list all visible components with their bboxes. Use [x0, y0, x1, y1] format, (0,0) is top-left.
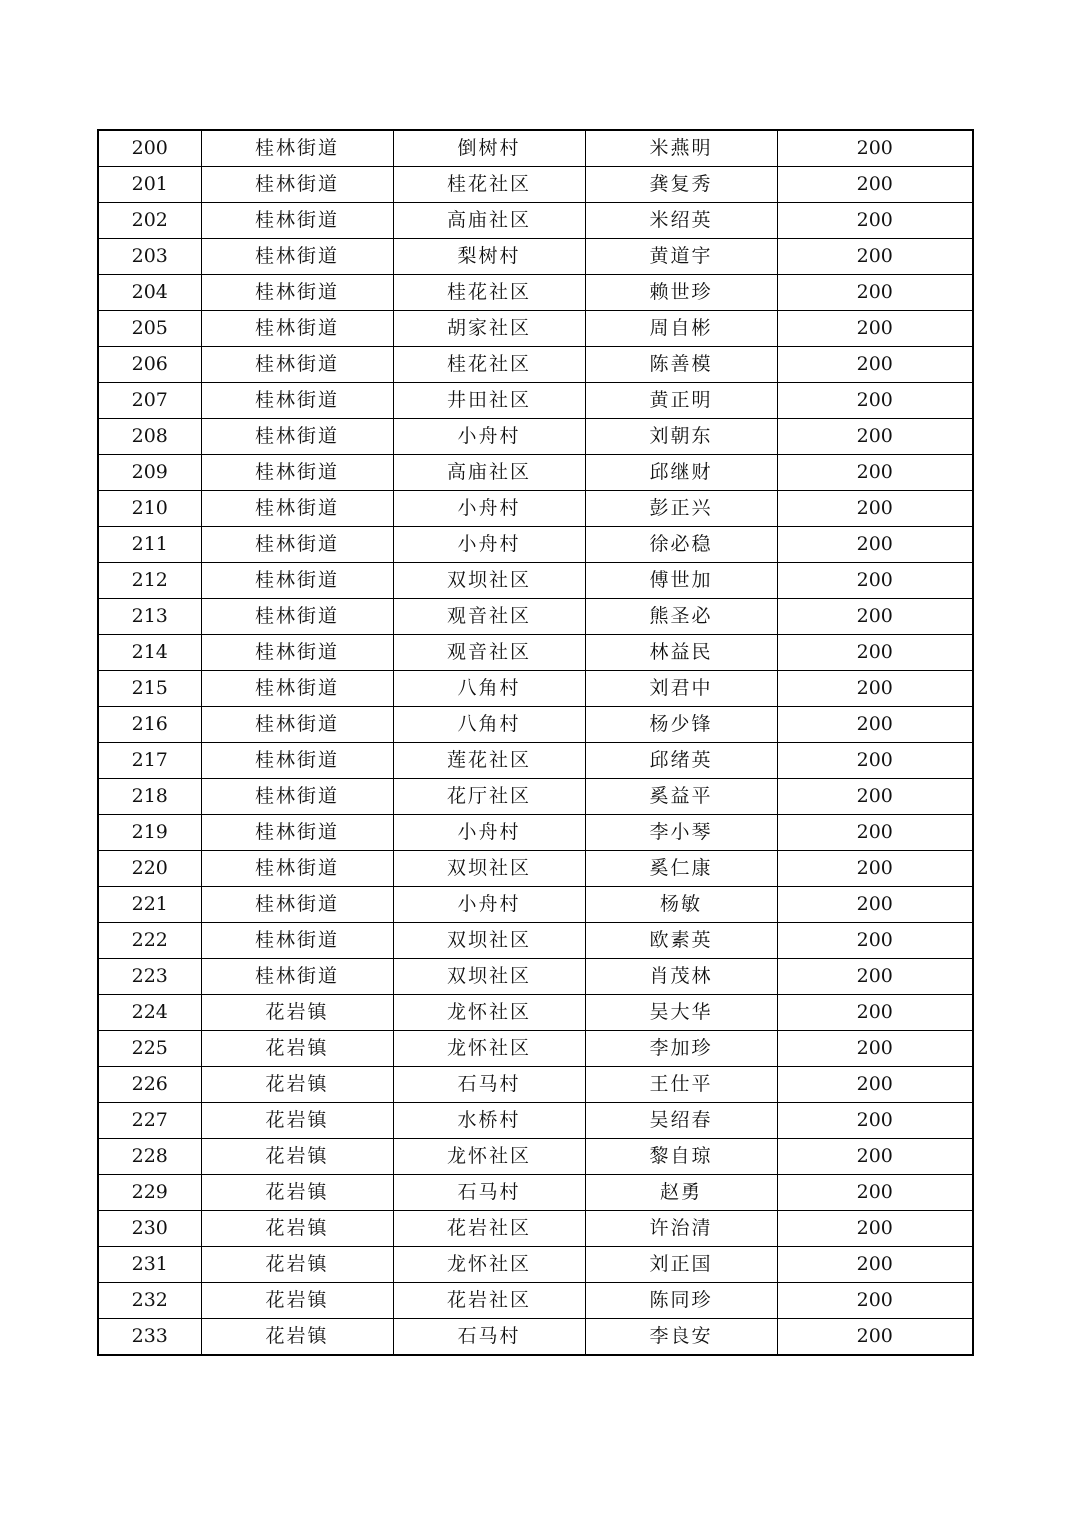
row-number-cell: 201: [98, 167, 201, 203]
amount-cell: 200: [777, 167, 973, 203]
table-row: [98, 563, 973, 599]
village-cell: 八角村: [393, 707, 585, 743]
amount-cell: 200: [777, 1211, 973, 1247]
street-cell: 桂林街道: [201, 563, 393, 599]
person-name-cell: 奚益平: [585, 779, 777, 815]
village-cell: 双坝社区: [393, 563, 585, 599]
row-number-cell: 200: [98, 130, 201, 167]
street-cell: 桂林街道: [201, 275, 393, 311]
row-number-cell: 212: [98, 563, 201, 599]
village-cell: 龙怀社区: [393, 1247, 585, 1283]
amount-cell: 200: [777, 1103, 973, 1139]
row-number-cell: 222: [98, 923, 201, 959]
village-cell: 石马村: [393, 1175, 585, 1211]
street-cell: 桂林街道: [201, 671, 393, 707]
village-cell: 双坝社区: [393, 851, 585, 887]
amount-cell: 200: [777, 1067, 973, 1103]
row-number-cell: 230: [98, 1211, 201, 1247]
street-cell: 花岩镇: [201, 1175, 393, 1211]
row-number-cell: 232: [98, 1283, 201, 1319]
table-body: [98, 130, 973, 1355]
table-row: [98, 491, 973, 527]
row-number-cell: 219: [98, 815, 201, 851]
street-cell: 桂林街道: [201, 491, 393, 527]
person-name-cell: 杨少锋: [585, 707, 777, 743]
street-cell: 桂林街道: [201, 383, 393, 419]
row-number-cell: 215: [98, 671, 201, 707]
amount-cell: 200: [777, 743, 973, 779]
table-row: [98, 1319, 973, 1356]
amount-cell: 200: [777, 491, 973, 527]
street-cell: 桂林街道: [201, 239, 393, 275]
person-name-cell: 黄道宇: [585, 239, 777, 275]
village-cell: 花厅社区: [393, 779, 585, 815]
person-name-cell: 王仕平: [585, 1067, 777, 1103]
person-name-cell: 黄正明: [585, 383, 777, 419]
village-cell: 双坝社区: [393, 959, 585, 995]
amount-cell: 200: [777, 995, 973, 1031]
row-number-cell: 202: [98, 203, 201, 239]
table-row: [98, 1283, 973, 1319]
street-cell: 桂林街道: [201, 203, 393, 239]
street-cell: 桂林街道: [201, 527, 393, 563]
street-cell: 桂林街道: [201, 743, 393, 779]
table-row: [98, 455, 973, 491]
village-cell: 石马村: [393, 1067, 585, 1103]
person-name-cell: 徐必稳: [585, 527, 777, 563]
amount-cell: 200: [777, 130, 973, 167]
table-row: [98, 167, 973, 203]
amount-cell: 200: [777, 815, 973, 851]
street-cell: 花岩镇: [201, 1319, 393, 1356]
row-number-cell: 207: [98, 383, 201, 419]
person-name-cell: 刘朝东: [585, 419, 777, 455]
table-row: [98, 1067, 973, 1103]
row-number-cell: 213: [98, 599, 201, 635]
amount-cell: 200: [777, 1175, 973, 1211]
village-cell: 胡家社区: [393, 311, 585, 347]
person-name-cell: 周自彬: [585, 311, 777, 347]
street-cell: 桂林街道: [201, 419, 393, 455]
person-name-cell: 米燕明: [585, 130, 777, 167]
village-cell: 双坝社区: [393, 923, 585, 959]
street-cell: 花岩镇: [201, 1031, 393, 1067]
amount-cell: 200: [777, 275, 973, 311]
table-row: [98, 599, 973, 635]
person-name-cell: 傅世加: [585, 563, 777, 599]
table-row: [98, 1175, 973, 1211]
amount-cell: 200: [777, 383, 973, 419]
village-cell: 观音社区: [393, 599, 585, 635]
village-cell: 小舟村: [393, 419, 585, 455]
village-cell: 梨树村: [393, 239, 585, 275]
street-cell: 桂林街道: [201, 311, 393, 347]
village-cell: 桂花社区: [393, 347, 585, 383]
table-row: [98, 1031, 973, 1067]
person-name-cell: 赵勇: [585, 1175, 777, 1211]
village-cell: 龙怀社区: [393, 995, 585, 1031]
row-number-cell: 208: [98, 419, 201, 455]
row-number-cell: 220: [98, 851, 201, 887]
street-cell: 花岩镇: [201, 995, 393, 1031]
street-cell: 花岩镇: [201, 1211, 393, 1247]
row-number-cell: 233: [98, 1319, 201, 1356]
person-name-cell: 刘君中: [585, 671, 777, 707]
table-row: [98, 707, 973, 743]
street-cell: 桂林街道: [201, 347, 393, 383]
street-cell: 花岩镇: [201, 1103, 393, 1139]
village-cell: 花岩社区: [393, 1211, 585, 1247]
person-name-cell: 熊圣必: [585, 599, 777, 635]
row-number-cell: 231: [98, 1247, 201, 1283]
table-row: [98, 311, 973, 347]
person-name-cell: 吴绍春: [585, 1103, 777, 1139]
person-name-cell: 肖茂林: [585, 959, 777, 995]
row-number-cell: 229: [98, 1175, 201, 1211]
person-name-cell: 邱绪英: [585, 743, 777, 779]
row-number-cell: 223: [98, 959, 201, 995]
person-name-cell: 黎自琼: [585, 1139, 777, 1175]
street-cell: 桂林街道: [201, 851, 393, 887]
person-name-cell: 林益民: [585, 635, 777, 671]
table-row: [98, 815, 973, 851]
village-cell: 龙怀社区: [393, 1031, 585, 1067]
row-number-cell: 227: [98, 1103, 201, 1139]
amount-cell: 200: [777, 887, 973, 923]
row-number-cell: 204: [98, 275, 201, 311]
person-name-cell: 米绍英: [585, 203, 777, 239]
village-cell: 龙怀社区: [393, 1139, 585, 1175]
table-row: [98, 275, 973, 311]
amount-cell: 200: [777, 239, 973, 275]
street-cell: 花岩镇: [201, 1283, 393, 1319]
amount-cell: 200: [777, 311, 973, 347]
village-cell: 井田社区: [393, 383, 585, 419]
row-number-cell: 217: [98, 743, 201, 779]
person-name-cell: 赖世珍: [585, 275, 777, 311]
table-row: [98, 959, 973, 995]
amount-cell: 200: [777, 1247, 973, 1283]
person-name-cell: 许治清: [585, 1211, 777, 1247]
village-cell: 石马村: [393, 1319, 585, 1356]
village-cell: 观音社区: [393, 635, 585, 671]
street-cell: 桂林街道: [201, 707, 393, 743]
village-cell: 高庙社区: [393, 455, 585, 491]
village-cell: 桂花社区: [393, 275, 585, 311]
street-cell: 花岩镇: [201, 1247, 393, 1283]
amount-cell: 200: [777, 707, 973, 743]
street-cell: 桂林街道: [201, 455, 393, 491]
table-row: [98, 923, 973, 959]
street-cell: 桂林街道: [201, 923, 393, 959]
person-name-cell: 陈善模: [585, 347, 777, 383]
table-row: [98, 527, 973, 563]
row-number-cell: 203: [98, 239, 201, 275]
amount-cell: 200: [777, 1139, 973, 1175]
person-name-cell: 吴大华: [585, 995, 777, 1031]
table-row: [98, 1139, 973, 1175]
table-row: [98, 203, 973, 239]
row-number-cell: 209: [98, 455, 201, 491]
roster-table: [97, 129, 974, 1356]
street-cell: 桂林街道: [201, 959, 393, 995]
person-name-cell: 杨敏: [585, 887, 777, 923]
village-cell: 花岩社区: [393, 1283, 585, 1319]
amount-cell: 200: [777, 671, 973, 707]
village-cell: 桂花社区: [393, 167, 585, 203]
street-cell: 桂林街道: [201, 599, 393, 635]
amount-cell: 200: [777, 203, 973, 239]
amount-cell: 200: [777, 419, 973, 455]
table-row: [98, 995, 973, 1031]
person-name-cell: 李加珍: [585, 1031, 777, 1067]
person-name-cell: 龚复秀: [585, 167, 777, 203]
person-name-cell: 陈同珍: [585, 1283, 777, 1319]
person-name-cell: 欧素英: [585, 923, 777, 959]
amount-cell: 200: [777, 851, 973, 887]
row-number-cell: 221: [98, 887, 201, 923]
person-name-cell: 刘正国: [585, 1247, 777, 1283]
table-row: [98, 419, 973, 455]
row-number-cell: 225: [98, 1031, 201, 1067]
village-cell: 小舟村: [393, 815, 585, 851]
row-number-cell: 210: [98, 491, 201, 527]
village-cell: 莲花社区: [393, 743, 585, 779]
table-row: [98, 1211, 973, 1247]
table-row: [98, 779, 973, 815]
amount-cell: 200: [777, 779, 973, 815]
row-number-cell: 228: [98, 1139, 201, 1175]
village-cell: 倒树村: [393, 130, 585, 167]
amount-cell: 200: [777, 1319, 973, 1356]
village-cell: 高庙社区: [393, 203, 585, 239]
person-name-cell: 彭正兴: [585, 491, 777, 527]
row-number-cell: 214: [98, 635, 201, 671]
village-cell: 小舟村: [393, 887, 585, 923]
table-row: [98, 743, 973, 779]
row-number-cell: 216: [98, 707, 201, 743]
street-cell: 桂林街道: [201, 887, 393, 923]
village-cell: 八角村: [393, 671, 585, 707]
table-row: [98, 347, 973, 383]
amount-cell: 200: [777, 959, 973, 995]
street-cell: 桂林街道: [201, 130, 393, 167]
amount-cell: 200: [777, 527, 973, 563]
row-number-cell: 218: [98, 779, 201, 815]
table-row: [98, 239, 973, 275]
street-cell: 桂林街道: [201, 779, 393, 815]
street-cell: 花岩镇: [201, 1139, 393, 1175]
table-row: [98, 130, 973, 167]
amount-cell: 200: [777, 599, 973, 635]
amount-cell: 200: [777, 347, 973, 383]
street-cell: 桂林街道: [201, 635, 393, 671]
amount-cell: 200: [777, 563, 973, 599]
row-number-cell: 206: [98, 347, 201, 383]
person-name-cell: 邱继财: [585, 455, 777, 491]
amount-cell: 200: [777, 1031, 973, 1067]
table-row: [98, 1103, 973, 1139]
row-number-cell: 211: [98, 527, 201, 563]
row-number-cell: 224: [98, 995, 201, 1031]
street-cell: 花岩镇: [201, 1067, 393, 1103]
village-cell: 小舟村: [393, 527, 585, 563]
person-name-cell: 李小琴: [585, 815, 777, 851]
table-row: [98, 383, 973, 419]
amount-cell: 200: [777, 635, 973, 671]
amount-cell: 200: [777, 455, 973, 491]
amount-cell: 200: [777, 923, 973, 959]
row-number-cell: 226: [98, 1067, 201, 1103]
table-row: [98, 851, 973, 887]
amount-cell: 200: [777, 1283, 973, 1319]
street-cell: 桂林街道: [201, 167, 393, 203]
table-row: [98, 887, 973, 923]
table-row: [98, 635, 973, 671]
village-cell: 水桥村: [393, 1103, 585, 1139]
person-name-cell: 奚仁康: [585, 851, 777, 887]
row-number-cell: 205: [98, 311, 201, 347]
village-cell: 小舟村: [393, 491, 585, 527]
table-row: [98, 1247, 973, 1283]
person-name-cell: 李良安: [585, 1319, 777, 1356]
table-row: [98, 671, 973, 707]
street-cell: 桂林街道: [201, 815, 393, 851]
